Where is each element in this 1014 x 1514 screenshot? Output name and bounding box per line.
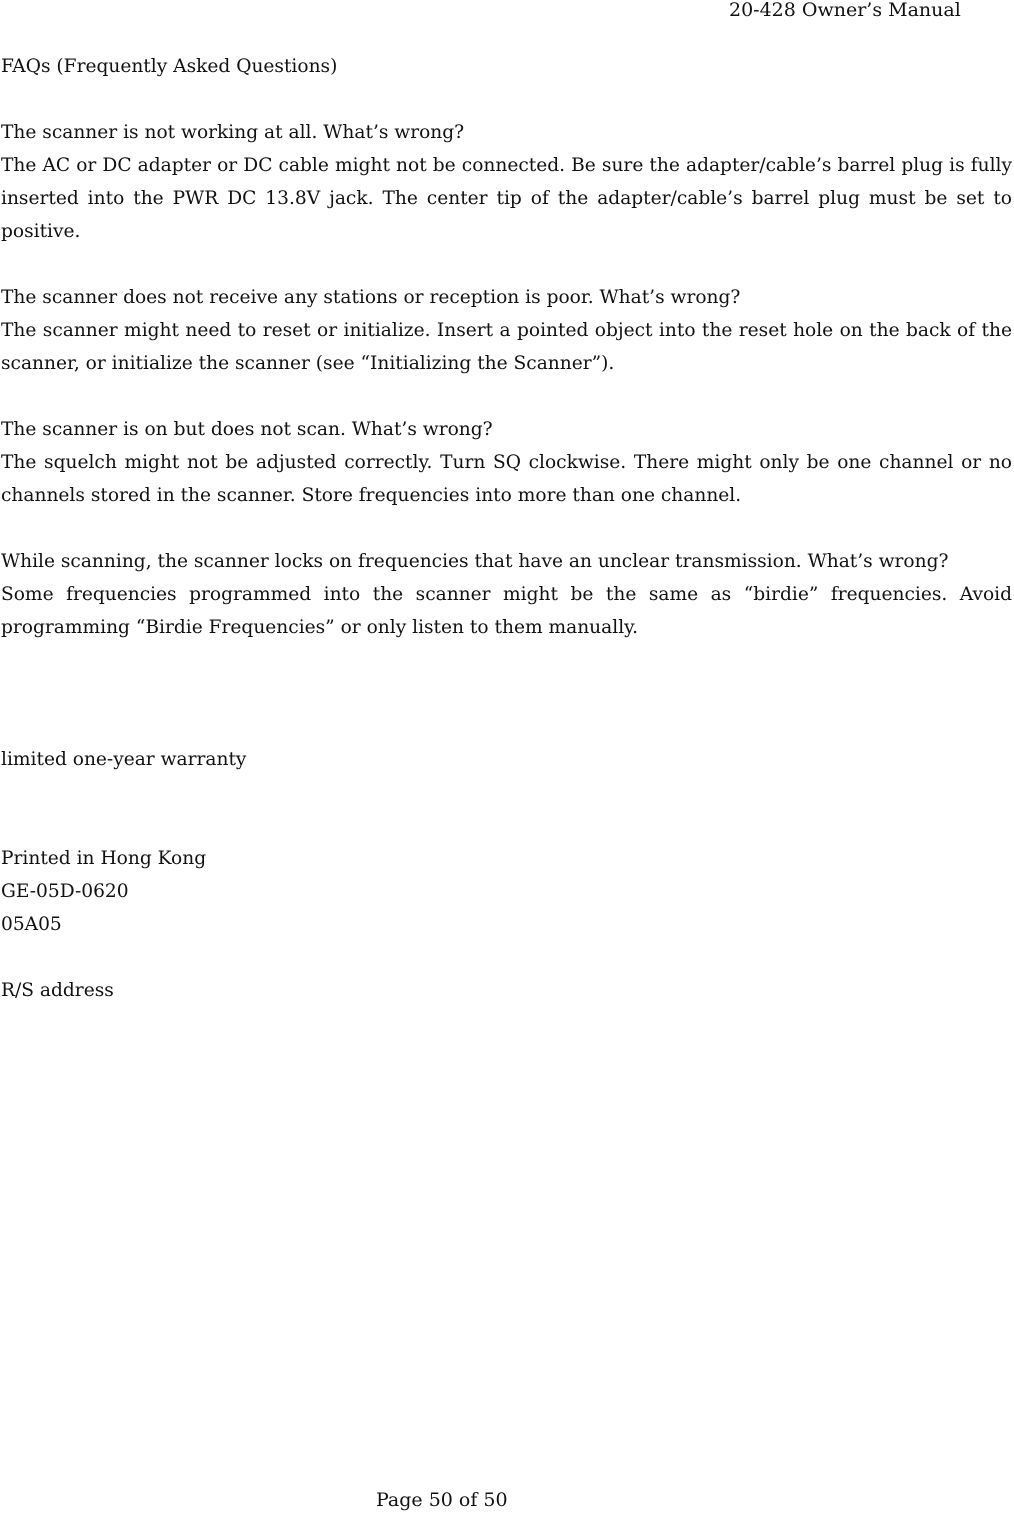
faq-question: While scanning, the scanner locks on frequencies that have an unclear transmission. What’s wrong? [1,551,949,572]
faq-item [1,116,1012,248]
faq-answer: The scanner might need to reset or initialize. Insert a pointed object into the reset hole on the back of the scanner, or initialize the scanner (see “Initializing the Scanner”). [1,320,1012,374]
printed-in-text: Printed in Hong Kong [1,848,207,869]
faq-item [1,413,1012,512]
faq-question: The scanner does not receive any stations or reception is poor. What’s wrong? [1,287,741,308]
faq-answer: The AC or DC adapter or DC cable might not be connected. Be sure the adapter/cable’s barrel plug is fully inserted into the PWR DC 13.8V jack. The center tip of the adapter/cable’s barrel plug must be set to positive. [1,155,1012,242]
section-title: FAQs (Frequently Asked Questions) [1,56,338,77]
faq-item [1,545,1012,644]
faq-answer: The squelch might not be adjusted correctly. Turn SQ clockwise. There might only be one channel or no channels stored in the scanner. Store frequencies into more than one channel. [1,452,1012,506]
address-text: R/S address [1,980,114,1001]
revision-code: 05A05 [1,914,62,935]
page-number: Page 50 of 50 [376,1489,508,1511]
product-code: GE-05D-0620 [1,881,129,902]
faq-question: The scanner is not working at all. What’s wrong? [1,122,465,143]
manual-title-header: 20-428 Owner’s Manual [729,0,961,21]
page-content [1,50,1012,1007]
spacer [1,809,1012,842]
spacer [1,776,1012,809]
faq-answer: Some frequencies programmed into the scanner might be the same as “birdie” frequencies. Avoid programming “Birdie Frequencies” or only listen to them manually. [1,584,1012,638]
warranty-text: limited one-year warranty [1,749,247,770]
spacer [1,941,1012,974]
faq-question: The scanner is on but does not scan. What’s wrong? [1,419,493,440]
spacer [1,644,1012,710]
spacer [1,710,1012,743]
faq-item [1,281,1012,380]
